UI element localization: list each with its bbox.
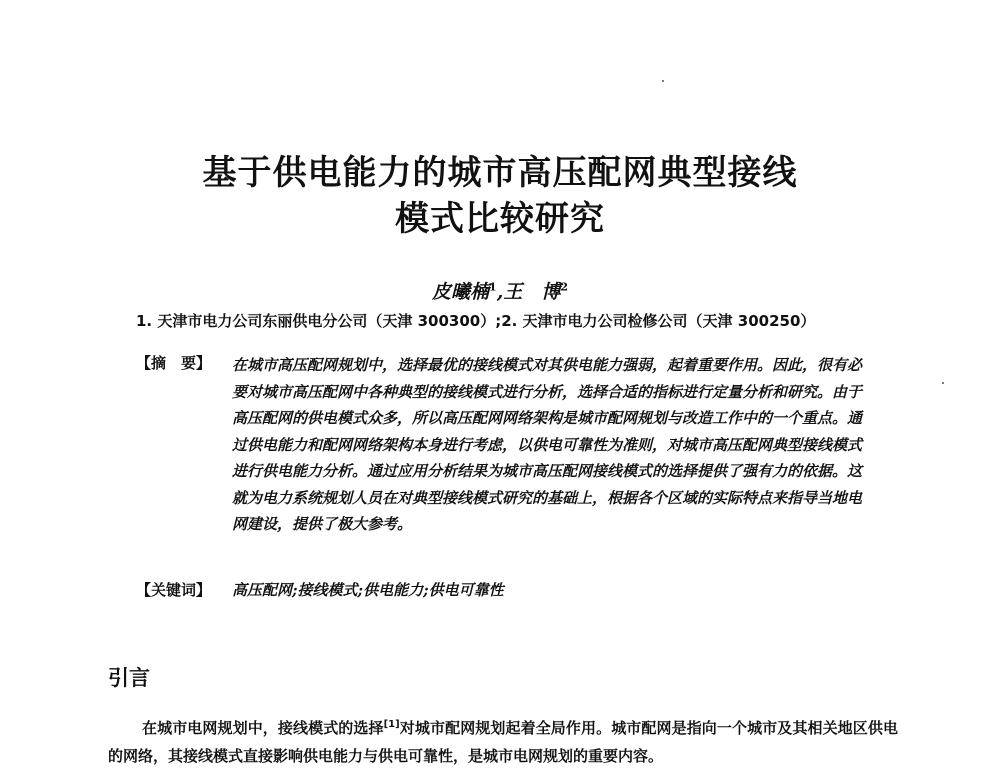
keywords-label: 【关键词】 [136, 581, 212, 599]
citation-marker: [1] [383, 719, 400, 730]
body-paragraph [108, 711, 898, 770]
author-list [0, 277, 1000, 304]
author-name: 王 博 [503, 281, 561, 303]
section-heading: 引言 [108, 666, 150, 690]
title-line-1: 基于供电能力的城市高压配网典型接线 [202, 153, 798, 193]
paragraph-rest: 对城市配网规划起着全局作用。城市配网是指向一个城市及其相关地区供电的网络，其接线模式直接影响供电能力与供电可靠性，是城市电网规划的重要内容。 [108, 719, 898, 765]
abstract-label: 【摘 要】 [136, 354, 212, 372]
scan-speck [942, 382, 944, 384]
keywords-text: 高压配网;接线模式;供电能力;供电可靠性 [232, 581, 504, 599]
affiliations: 1. 天津市电力公司东丽供电分公司（天津 300300）;2. 天津市电力公司检修公司（天津 300250） [136, 312, 816, 330]
affiliation-marker: 1 [489, 280, 497, 294]
scan-speck [662, 80, 664, 82]
paragraph-start: 在城市电网规划中，接线模式的选择 [142, 719, 384, 737]
author-name: 皮曦楠 [432, 281, 490, 303]
paper-title [0, 150, 1000, 242]
abstract-text: 在城市高压配网规划中，选择最优的接线模式对其供电能力强弱，起着重要作用。因此，很有必要对城市高压配网中各种典型的接线模式进行分析，选择合适的指标进行定量分析和研究。由于高压配网的供电模式众多，所以高压配网网络架构是城市配网规划与改造工作中的一个重点。通过供电能力和配网网络架构本身进行考虑，以供电可靠性为准则，对城市高压配网典型接线模式进行供电能力分析。通过应用分析结果为城市高压配网接线模式的选择提供了强有力的依据。这就为电力系统规划人员在对典型接线模式研究的基础上，根据各个区域的实际特点来指导当地电网建设，提供了极大参考。 [232, 356, 863, 533]
affiliation-marker: 2 [560, 280, 568, 294]
author-separator: , [496, 281, 504, 303]
title-line-2: 模式比较研究 [395, 199, 605, 239]
